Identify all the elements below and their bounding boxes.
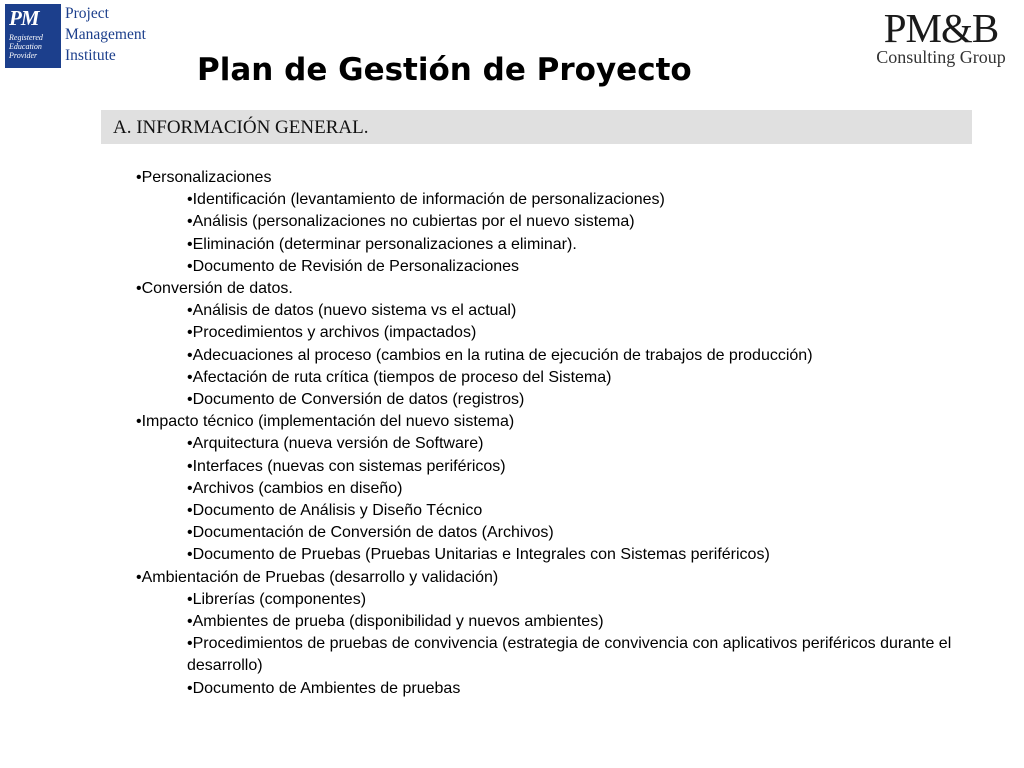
outline-item: •Personalizaciones (136, 169, 272, 186)
pmi-logo (5, 3, 150, 69)
pmi-logo-mark (5, 4, 61, 68)
outline-subitem: •Análisis (personalizaciones no cubiertas por el nuevo sistema) (187, 213, 635, 231)
pmi-word: Management (65, 26, 146, 43)
pmi-registered-text (9, 33, 43, 60)
pmi-mark-text: PM (9, 6, 39, 30)
outline-subitem: •Documento de Pruebas (Pruebas Unitarias e Integrales con Sistemas periféricos) (187, 546, 770, 564)
outline-subitem: •Documento de Análisis y Diseño Técnico (187, 502, 483, 520)
outline-item: •Conversión de datos. (136, 280, 293, 298)
outline-item: •Ambientación de Pruebas (desarrollo y validación) (136, 568, 499, 586)
pmb-logo-main: PM&B (883, 5, 999, 51)
outline-subitem: •Afectación de ruta crítica (tiempos de proceso del Sistema) (187, 368, 612, 386)
page-title: Plan de Gestión de Proyecto (197, 52, 692, 88)
outline-list (136, 167, 1006, 700)
pmi-registered-line: Education (9, 42, 42, 51)
outline-subitem: •Documento de Ambientes de pruebas (187, 679, 461, 697)
outline-subitem: •Librerías (componentes) (187, 590, 367, 608)
outline-subitem: •Archivos (cambios en diseño) (187, 479, 403, 497)
pmi-registered-line: Provider (9, 51, 38, 60)
outline-subitem: •Procedimientos y archivos (impactados) (187, 324, 477, 342)
outline-subitem: •Identificación (levantamiento de información de personalizaciones) (187, 191, 665, 209)
outline-subitem: •Documento de Conversión de datos (registros) (187, 391, 525, 409)
outline-subitem: •Interfaces (nuevas con sistemas periféricos) (187, 457, 506, 475)
outline-subitem: •Análisis de datos (nuevo sistema vs el actual) (187, 302, 517, 320)
outline-subitem: •Ambientes de prueba (disponibilidad y nuevos ambientes) (187, 613, 604, 631)
outline-subitem: •Arquitectura (nueva versión de Software) (187, 435, 484, 453)
outline-subitem: •Eliminación (determinar personalizaciones a eliminar). (187, 235, 577, 253)
section-header-bar (101, 110, 972, 144)
outline-item: •Impacto técnico (implementación del nuevo sistema) (136, 413, 515, 431)
outline-subitem: •Procedimientos de pruebas de convivencia (estrategia de convivencia con aplicativos periféricos durante el desarrollo) (187, 635, 952, 675)
section-header-label: A. INFORMACIÓN GENERAL. (113, 117, 369, 138)
outline-subitem: •Documentación de Conversión de datos (Archivos) (187, 524, 554, 542)
pmi-word: Project (65, 5, 109, 22)
pmi-registered-line: Registered (9, 33, 43, 42)
pmb-logo (866, 6, 1016, 72)
pmi-word: Institute (65, 47, 116, 64)
pmb-logo-sub: Consulting Group (876, 47, 1006, 67)
outline-subitem: •Documento de Revisión de Personalizaciones (187, 257, 520, 275)
pmi-logo-words (65, 3, 146, 66)
outline-subitem: •Adecuaciones al proceso (cambios en la rutina de ejecución de trabajos de producción) (187, 346, 813, 364)
